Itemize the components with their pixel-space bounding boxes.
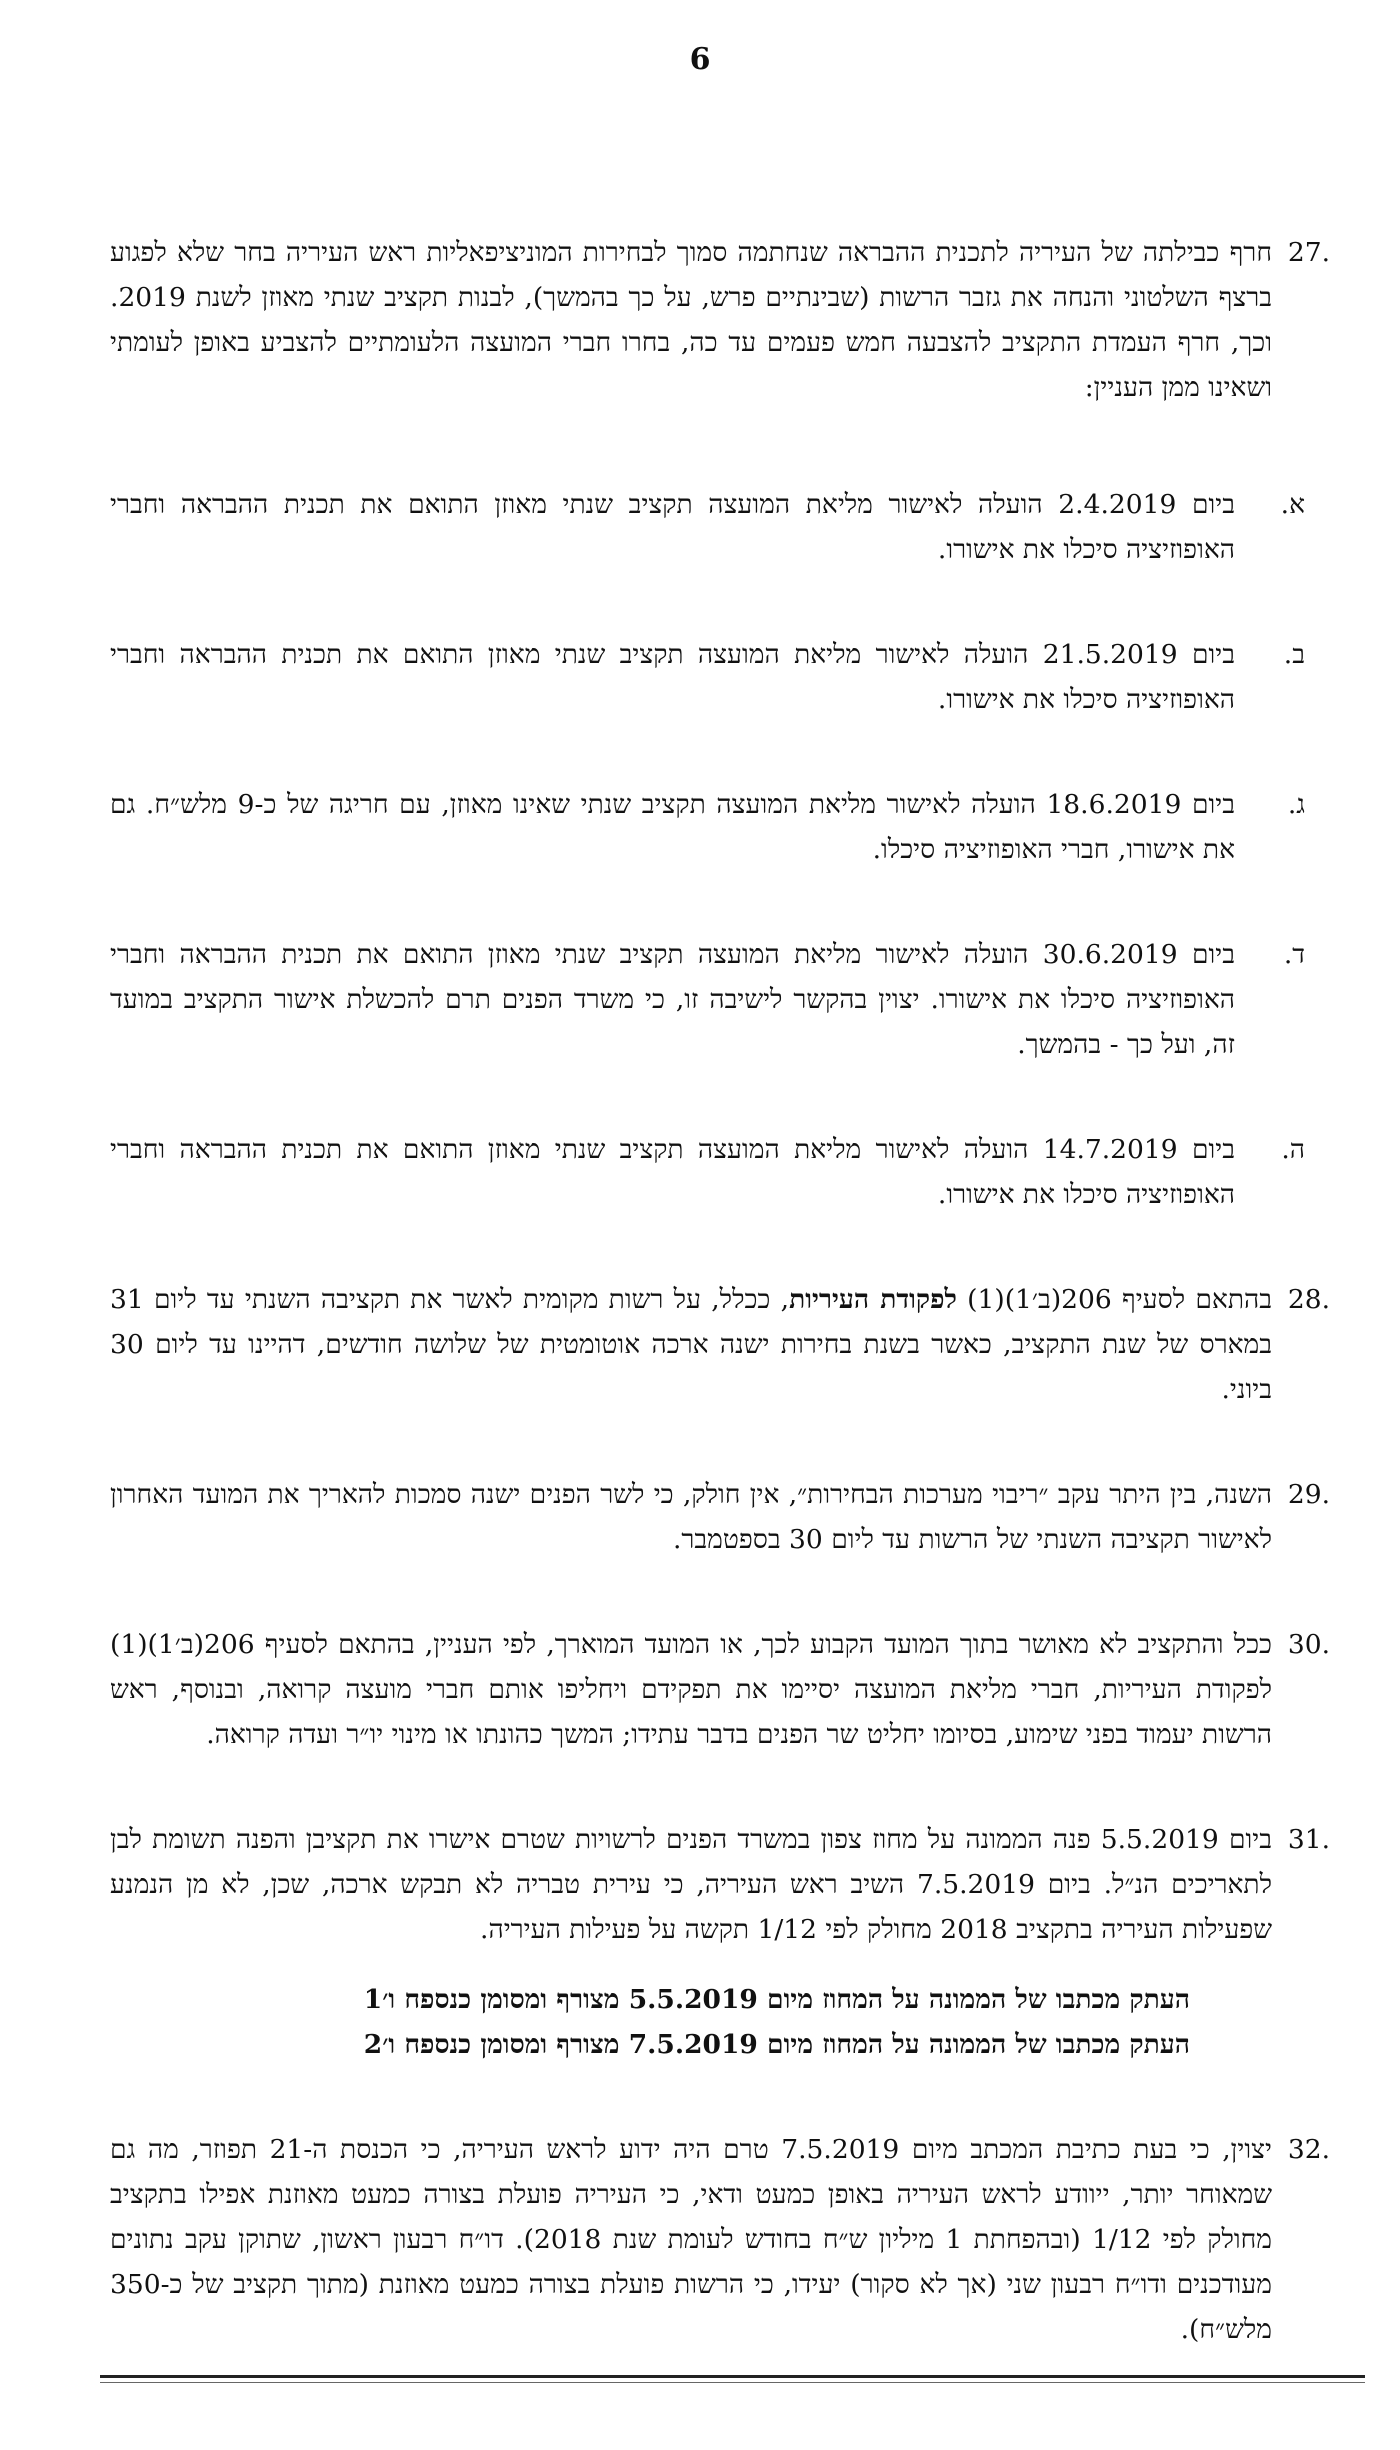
paragraph-32 — [110, 2127, 1330, 2352]
sub-item-e — [110, 1127, 1330, 1217]
paragraph-28 — [110, 1277, 1330, 1412]
paragraph-text: ביום 5.5.2019 פנה הממונה על מחוז צפון במשרד הפנים לרשויות שטרם אישרו את תקציבן והפנה תשומת לבן לתאריכים הנ״ל. ביום 7.5.2019 השיב ראש העיריה, כי עירית טבריה לא תבקש ארכה, שכן, לא מן הנמנע שפעילות העיריה בתקציב 2018 מחולק לפי 1/12 תקשה על פעילות העיריה. — [110, 1824, 1272, 1945]
sub-item-d — [110, 932, 1330, 1067]
paragraph-number: .29 — [1287, 1479, 1330, 1510]
paragraph-number: .28 — [1287, 1284, 1330, 1315]
document-body — [110, 230, 1330, 2352]
paragraph-text-b: , ככלל, על רשות מקומית לאשר את תקציבה השנתי עד ליום 31 במארס של שנת התקציב, כאשר בשנת בחירות ישנה ארכה אוטומטית של שלושה חודשים, דהיינו עד ליום 30 ביוני. — [110, 1284, 1272, 1405]
footer-divider — [100, 2375, 1365, 2378]
attachment-line: העתק מכתבו של הממונה על המחוז מיום 7.5.2019 מצורף ומסומן כנספח ו׳2 — [363, 2029, 1190, 2060]
sub-item-text: ביום 30.6.2019 הועלה לאישור מליאת המועצה תקציב שנתי מאוזן התואם את תכנית ההבראה וחברי האופוזיציה סיכלו את אישורו. יצוין בהקשר לישיבה זו, כי משרד הפנים תרם להכשלת אישור התקציב במועד זה, ועל כך - בהמשך. — [110, 939, 1235, 1060]
sub-item-letter: א. — [1280, 489, 1305, 520]
sub-item-letter: ה. — [1281, 1134, 1305, 1165]
paragraph-text: ככל והתקציב לא מאושר בתוך המועד הקבוע לכך, או המועד המוארך, לפי העניין, בהתאם לסעיף 206(ב׳1)(1) לפקודת העיריות, חברי מליאת המועצה יסיימו את תפקידם ויחליפו אותם חברי מועצה קרואה, ובנוסף, ראש הרשות יעמוד בפני שימוע, בסיומו יחליט שר הפנים בדבר עתידו; המשך כהונתו או מינוי יו״ר ועדה קרואה. — [110, 1629, 1272, 1750]
sub-item-a — [110, 482, 1330, 572]
paragraph-text-a: בהתאם לסעיף 206(ב׳1)(1) — [956, 1284, 1272, 1315]
paragraph-30 — [110, 1622, 1330, 1757]
sub-item-letter: ב. — [1283, 639, 1305, 670]
page-number: 6 — [689, 42, 711, 77]
sub-item-text: ביום 14.7.2019 הועלה לאישור מליאת המועצה תקציב שנתי מאוזן התואם את תכנית ההבראה וחברי האופוזיציה סיכלו את אישורו. — [110, 1134, 1235, 1210]
paragraph-31 — [110, 1817, 1330, 1952]
sub-item-letter: ד. — [1283, 939, 1305, 970]
paragraph-number: .30 — [1287, 1629, 1330, 1660]
law-reference: לפקודת העיריות — [789, 1284, 957, 1315]
paragraph-29 — [110, 1472, 1330, 1562]
paragraph-text: חרף כבילתה של העיריה לתכנית ההבראה שנחתמה סמוך לבחירות המוניציפאליות ראש העיריה בחר שלא לפגוע ברצף השלטוני והנחה את גזבר הרשות (שבינתיים פרש, על כך בהמשך), לבנות תקציב שנתי מאוזן לשנת 2019. וכך, חרף העמדת התקציב להצבעה חמש פעמים עד כה, בחרו חברי המועצה הלעומתיים להצביע באופן לעומתי ושאינו ממן העניין: — [110, 237, 1272, 403]
sub-item-b — [110, 632, 1330, 722]
footer-divider-thin — [100, 2382, 1365, 2383]
attachment-line: העתק מכתבו של הממונה על המחוז מיום 5.5.2019 מצורף ומסומן כנספח ו׳1 — [363, 1984, 1190, 2015]
sub-item-text: ביום 21.5.2019 הועלה לאישור מליאת המועצה תקציב שנתי מאוזן התואם את תכנית ההבראה וחברי האופוזיציה סיכלו את אישורו. — [110, 639, 1235, 715]
paragraph-text: יצוין, כי בעת כתיבת המכתב מיום 7.5.2019 טרם היה ידוע לראש העיריה, כי הכנסת ה-21 תפוזר, מה גם שמאוחר יותר, ייוודע לראש העיריה באופן כמעט ודאי, כי העיריה פועלת בצורה כמעט מאוזנת אפילו בתקציב מחולק לפי 1/12 (ובהפחתת 1 מיליון ש״ח בחודש לעומת שנת 2018). דו״ח רבעון ראשון, שתוקן עקב נתונים מעודכנים ודו״ח רבעון שני (אך לא סקור) יעידו, כי הרשות פועלת בצורה כמעט מאוזנת (מתוך תקציב של כ-350 מלש״ח). — [110, 2134, 1273, 2345]
sub-item-text: ביום 2.4.2019 הועלה לאישור מליאת המועצה תקציב שנתי מאוזן התואם את תכנית ההבראה וחברי האופוזיציה סיכלו את אישורו. — [110, 489, 1235, 565]
sub-item-c — [110, 782, 1330, 872]
sub-item-text: ביום 18.6.2019 הועלה לאישור מליאת המועצה תקציב שנתי שאינו מאוזן, עם חריגה של כ-9 מלש״ח. גם את אישורו, חברי האופוזיציה סיכלו. — [110, 789, 1236, 865]
paragraph-number: .31 — [1287, 1824, 1330, 1855]
paragraph-number: .27 — [1287, 237, 1330, 268]
paragraph-text: השנה, בין היתר עקב ״ריבוי מערכות הבחירות״, אין חולק, כי לשר הפנים ישנה סמכות להאריך את המועד האחרון לאישור תקציבה השנתי של הרשות עד ליום 30 בספטמבר. — [110, 1479, 1272, 1555]
paragraph-27 — [110, 230, 1330, 410]
sub-item-letter: ג. — [1287, 789, 1305, 820]
attachments-block — [110, 1977, 1330, 2067]
paragraph-number: .32 — [1287, 2134, 1330, 2165]
